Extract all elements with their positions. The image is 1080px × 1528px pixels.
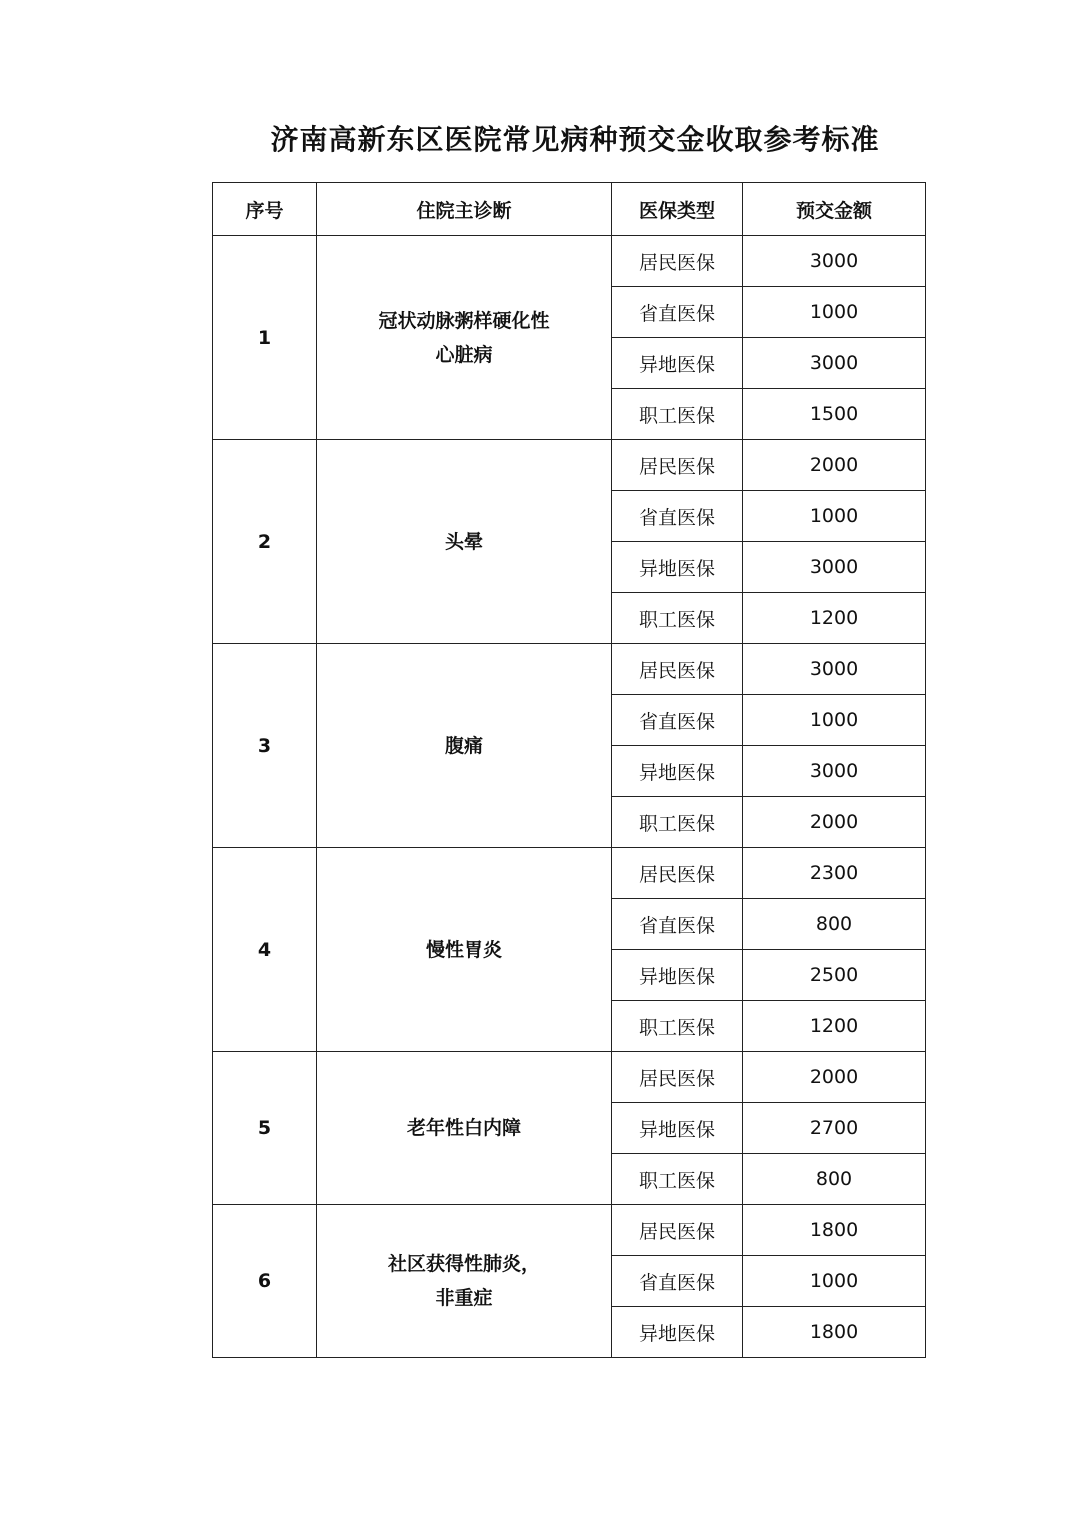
deposit-amount-cell: 1000 [743, 695, 926, 746]
deposit-amount-cell: 2700 [743, 1103, 926, 1154]
row-seq: 5 [213, 1052, 317, 1205]
deposit-amount-cell: 3000 [743, 236, 926, 287]
insurance-type-cell: 居民医保 [612, 848, 743, 899]
row-diagnosis [317, 1052, 612, 1205]
deposit-amount-cell: 2000 [743, 440, 926, 491]
diagnosis-line: 老年性白内障 [406, 1117, 521, 1139]
insurance-type-cell: 异地医保 [612, 1307, 743, 1358]
header-deposit-amount: 预交金额 [743, 183, 926, 236]
deposit-amount-cell: 3000 [743, 338, 926, 389]
insurance-type-cell: 异地医保 [612, 1103, 743, 1154]
deposit-amount-cell: 3000 [743, 746, 926, 797]
row-seq: 1 [213, 236, 317, 440]
insurance-type-cell: 居民医保 [612, 1205, 743, 1256]
diagnosis-line: 头晕 [444, 530, 483, 553]
insurance-type-cell: 居民医保 [612, 236, 743, 287]
deposit-amount-cell: 2500 [743, 950, 926, 1001]
deposit-amount-cell: 800 [743, 1154, 926, 1205]
deposit-amount-cell: 1800 [743, 1307, 926, 1358]
diagnosis-line: 慢性胃炎 [425, 938, 502, 961]
insurance-type-cell: 省直医保 [612, 695, 743, 746]
diagnosis-line: 心脏病 [435, 343, 493, 366]
row-diagnosis [317, 440, 612, 644]
table-row [213, 1205, 926, 1256]
header-diagnosis: 住院主诊断 [317, 183, 612, 236]
insurance-type-cell: 异地医保 [612, 338, 743, 389]
deposit-amount-cell: 2000 [743, 797, 926, 848]
insurance-type-cell: 居民医保 [612, 440, 743, 491]
insurance-type-cell: 职工医保 [612, 1001, 743, 1052]
deposit-amount-cell: 1200 [743, 1001, 926, 1052]
row-seq: 2 [213, 440, 317, 644]
deposit-amount-cell: 1000 [743, 287, 926, 338]
diagnosis-line: 腹痛 [444, 734, 483, 757]
row-diagnosis [317, 236, 612, 440]
row-diagnosis [317, 1205, 612, 1358]
insurance-type-cell: 居民医保 [612, 644, 743, 695]
table-row [213, 1052, 926, 1103]
deposit-amount-cell: 3000 [743, 542, 926, 593]
table-row [213, 440, 926, 491]
header-insurance-type: 医保类型 [612, 183, 743, 236]
table-row [213, 644, 926, 695]
table-row [213, 236, 926, 287]
deposit-amount-cell: 1000 [743, 1256, 926, 1307]
insurance-type-cell: 省直医保 [612, 287, 743, 338]
insurance-type-cell: 异地医保 [612, 542, 743, 593]
diagnosis-line: 非重症 [435, 1287, 493, 1309]
insurance-type-cell: 职工医保 [612, 1154, 743, 1205]
row-diagnosis [317, 644, 612, 848]
insurance-type-cell: 居民医保 [612, 1052, 743, 1103]
insurance-type-cell: 异地医保 [612, 746, 743, 797]
insurance-type-cell: 异地医保 [612, 950, 743, 1001]
table-header-row [213, 183, 926, 236]
row-diagnosis [317, 848, 612, 1052]
insurance-type-cell: 职工医保 [612, 389, 743, 440]
row-seq: 6 [213, 1205, 317, 1358]
deposit-amount-cell: 2000 [743, 1052, 926, 1103]
fee-standard-table [212, 182, 926, 1358]
insurance-type-cell: 省直医保 [612, 491, 743, 542]
insurance-type-cell: 职工医保 [612, 797, 743, 848]
row-seq: 3 [213, 644, 317, 848]
deposit-amount-cell: 1800 [743, 1205, 926, 1256]
deposit-amount-cell: 3000 [743, 644, 926, 695]
table-body [213, 236, 926, 1358]
insurance-type-cell: 省直医保 [612, 899, 743, 950]
deposit-amount-cell: 1500 [743, 389, 926, 440]
header-seq: 序号 [213, 183, 317, 236]
insurance-type-cell: 省直医保 [612, 1256, 743, 1307]
row-seq: 4 [213, 848, 317, 1052]
deposit-amount-cell: 1200 [743, 593, 926, 644]
diagnosis-line: 冠状动脉粥样硬化性 [378, 309, 550, 332]
table-row [213, 848, 926, 899]
insurance-type-cell: 职工医保 [612, 593, 743, 644]
deposit-amount-cell: 800 [743, 899, 926, 950]
page-title: 济南高新东区医院常见病种预交金收取参考标准 [270, 123, 880, 156]
deposit-amount-cell: 2300 [743, 848, 926, 899]
diagnosis-line: 社区获得性肺炎， [387, 1253, 540, 1275]
deposit-amount-cell: 1000 [743, 491, 926, 542]
